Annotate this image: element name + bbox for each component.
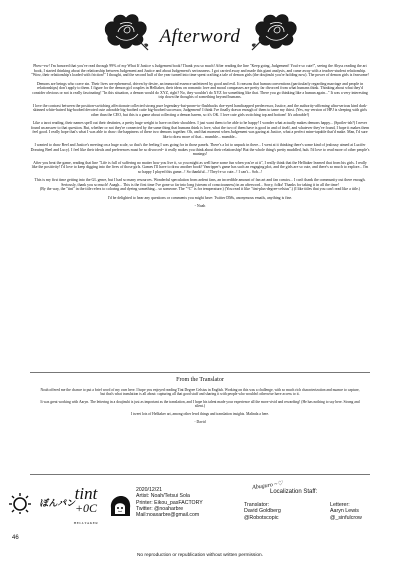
translator-signature: - David <box>194 419 206 424</box>
twitter-line: Twitter: @noaharbre <box>136 505 184 512</box>
header <box>0 6 400 64</box>
divider <box>30 372 370 373</box>
book-logo-title: tint <box>74 484 98 503</box>
publication-date: 2020/12/21 <box>136 487 162 493</box>
translator-credit-name: David Goldberg <box>244 508 281 515</box>
publication-info <box>136 487 203 518</box>
letterer-credit-handle: @_sinfulcrow <box>330 514 362 521</box>
translator-note <box>40 388 360 428</box>
sun-logo-icon <box>8 492 36 514</box>
rose-icon <box>248 6 300 52</box>
translator-credit <box>244 502 281 521</box>
translator-paragraph: It was great working with Aaryn. The lettering in a doujinshi is just as important as the translation, and I hope his talent made your experience all the more vivid and rewarding! (He has nothing to say here. Strong and silent.) <box>40 400 360 409</box>
book-logo-caption: HELLTAKER <box>73 521 99 525</box>
afterword-paragraph: (By the way, the "tint" in the title refers to coloring and dyeing something... so someone. The "°C" is for temperature.) (You read it like "tint-plus-degree-celsius".) (I like titles that you can't read like a title.) <box>39 187 361 191</box>
afterword-signature: - Noah <box>194 204 206 208</box>
letterer-credit-name: Aaryn Lewis <box>330 508 359 515</box>
circle-logo-text: ぼんパン <box>39 498 77 508</box>
afterword-paragraph: I'd be delighted to hear any questions or comments you might have: Twitter DMs, anonymous emails, anything is fine. <box>107 195 293 200</box>
translator-credit-label: Translator: <box>244 502 270 508</box>
afterword-paragraph: This is my first time getting into the GL genre, but I had so many resources. Wonderful speculation from ardent fans, an incredible amount of fan art and fan comics... I can't thank the community out there enough. Seriously, thank you so much! Aaagh... This is the first time I've gone so far into long (stream of consciousness) in an afterword... Sorry, folks! Thanks for taking it in all the time! <box>34 178 366 187</box>
afterword-body <box>30 64 370 209</box>
divider <box>30 474 370 475</box>
book-logo-subtitle: +0C <box>74 501 98 515</box>
afterword-paragraph: I wanted to draw Beel and Justice's meeting on a huge scale, so that's the feeling I was going for in those panels. There's a lot to unpack in there... I went at it thinking there's some kind of jealousy aimed at Lucifer Drawing Beel and Lucy). I feel like their ideals and preferences must be so divorced~ it really makes you think about their relationship! But the whole thing's pretty muddled, huh. I'd love to read more of other people's musings! <box>30 143 370 156</box>
mail-line: Mail:noaxarbre@gmail.com <box>136 512 200 519</box>
artist-face-icon <box>108 494 132 518</box>
printer-line: Printer: Eikou_pasFACTORY <box>136 499 203 506</box>
translator-paragraph: Noah offered me the chance to put a brief word of my own here. I hope you enjoyed reading Tint Degree Celsius in English. Working on this was a challenge, with so much rich characterization and nuance to capture, but that's what translation is all about: capturing all that good stuff and sharing it with people who wouldn't otherwise have access to it. <box>40 388 360 397</box>
afterword-paragraph: Phew~ew! I'm honored that you've read through 99% of my What If Justice x Judgement book! Thank you so much! After reading the line "Keep going, Judgement! You're so cute!", seeing the Abyss reading the art book, I started thinking about the relationship between Judgement and Justice and about Judgement's seriousness. I got carried away and made this giant analysis, and came away with a teacher-student relationship. "Wow, their relationship's loaded with friction!" I thought, and the second half of the year turned into time spent crafting a tale of demon girls (the doujinshi you're holding now). The power of demon girls is fearsome! <box>31 64 369 77</box>
book-logo <box>66 486 106 531</box>
copyright-footer: No reproduction or republication without written permission. <box>136 553 264 558</box>
translator-paragraph: I tweet lots of Helltaker art, among other lewd things and translation insights. Malinda a here. <box>130 412 270 417</box>
handwritten-note: Abuguro ~♡ <box>251 480 284 492</box>
credits-section <box>0 482 400 547</box>
afterword-paragraph: Like a tarot reading, their names spell out their destinies, a pretty huge weight to have on their shoulders. I just want them to be able to be happy! I wonder what actually makes demons happy... (Spoiler-ish?) I never found an answer to that question. But, whether or not they're connected by the same thing that humans think is love, what the two of them have is good in and of itself, and whatever they've found, I hope it makes them feel good. I really hope that's what I was able to draw: the happiness of these two demons together. Oh, and that moment when Judgement was gazing at Justice, what a perfect mine-tapable that'd make. Man, I'd sure like to draw more of that... mumble... mumble... <box>30 121 370 139</box>
afterword-paragraph: I love the contrast between the position-switching affectionate collected strong pure legendary-but-prone-to-flashbacks doe-eyed handicapped predecessor, Justice, and the authority-affirming ultra-serious kind dark-skinned white-haired big-boobed devoted cute adorable big-boobed cutie big-boobed successor, Judgement! I think I've finally drawn enough of them to tame my thirst. (Yes, my version of HPJ is sleeping with girls other than the CEO, but this is a game about collecting a demon harem, so it's OK. I love cute girls switching top and bottom! It's adorable!) <box>32 103 368 117</box>
afterword-paragraph: After you beat the game, reading that line "Life is full of suffering no matter how you live it, so you might as well have some fun when you're at it", I really think that the Helltaker learned that from his girls. I really like the positivity! I'd love to keep digging into the lives of those girls. Games I'll have to draw another book? Vanripper's game has such an engaging plot, and the girls are so cute, and there's so much to explore... I'm so happy I played this game...! So thankful...! They're so cute...! I can't... Sob...! <box>31 160 369 174</box>
artist-line: Artist: Noah/Tetsui Sola <box>136 493 190 500</box>
page-number: 46 <box>12 535 19 541</box>
letterer-credit <box>330 502 362 521</box>
translator-credit-handle: @Robotscopic <box>244 514 279 521</box>
translator-heading: From the Translator <box>176 377 224 383</box>
afterword-paragraph: Demons are beings who crave sin. Their lives are ephemeral, driven by desire, an immortal essence unfettered by good and evil. It reasons that human conventions (particularly regarding marriage and people in relationships) don't apply to them. I figure for the demon girl couples in Helltaker, their ideas on romantic love and moral compasses are pretty far divorced from what humans think. Thinking about what they'd consider obvious or not is really fascinating! "In this situation, a demon would do XYZ, right? No, they wouldn't do XYZ for something like that. There you go thinking like a human again..." It was a very interesting trip down the thoughts of something beyond humans. <box>32 81 368 99</box>
localization-label: Localization Staff: <box>270 489 318 495</box>
page-title: Afterword <box>159 26 241 47</box>
letterer-credit-label: Letterer: <box>330 502 350 508</box>
